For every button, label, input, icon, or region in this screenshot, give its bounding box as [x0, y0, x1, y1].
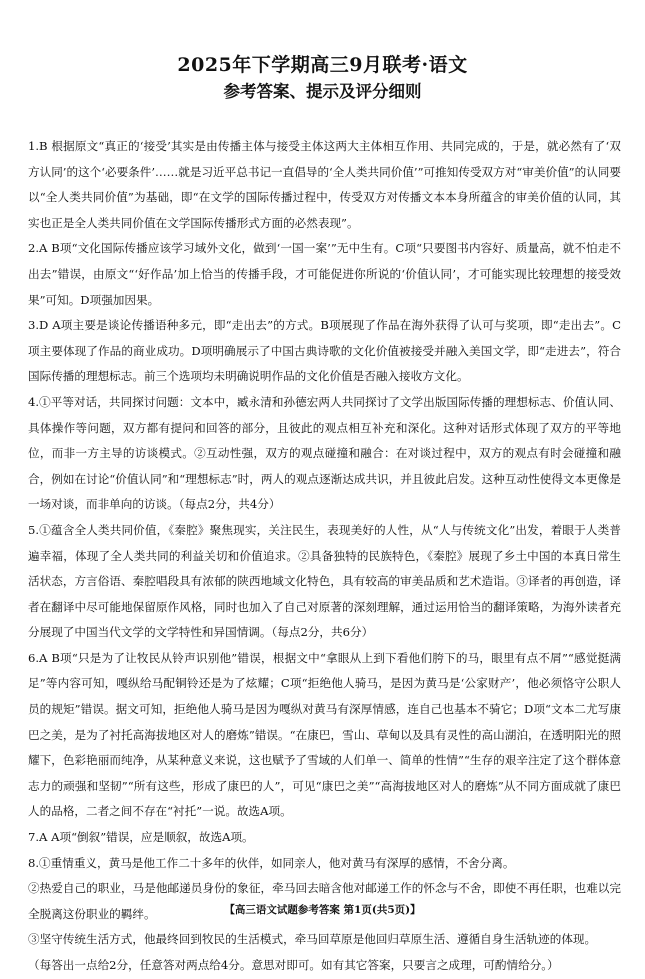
answer-item-6: 6.A B项“只是为了让牧民从铃声识别他”错误，根据文中“拿眼从上到下看他们胯下的马，眼里有点不屑”“感觉挺满足”等内容可知，嘎纵给马配铜铃还是为了炫耀；C项“拒绝他人骑马，是因为黄马是‘公家财产’，他必须恪守公职人员的规矩”错误。据文可知，拒绝他人骑马是因为嘎纵对黄马有深厚情感，连自己也基本不骑它；D项“文本二尤写康巴之美，是为了衬托高海拔地区对人的磨炼”错误。“在康巴，雪山、草甸以及具有灵性的高山湖泊，在透明阳光的照耀下，色彩艳丽而纯净，从某种意义来说，这也赋予了雪域的人们单一、简单的性情”“生存的艰辛注定了这个群体意志力的顽强和坚韧”“所有这些，形成了康巴的人”，可见“康巴之美”“高海拔地区对人的磨炼”从不同方面成就了康巴人的品格，二者之间不存在“衬托”一说。故选A项。: [28, 650, 621, 819]
page-subtitle: 参考答案、提示及评分细则: [223, 82, 422, 101]
answer-item-2: 2.A B项“文化国际传播应该学习域外文化，做到‘一国一案’”无中生有。C项“只要图书内容好、质量高，就不怕走不出去”错误，由原文“‘好作品’加上恰当的传播手段，才可能促进你所说的‘价值认同’，才可能实现比较理想的接受效果”可知。D项强加因果。: [28, 241, 621, 307]
page-footer: 【高三语文试题参考答案 第1页(共5页)】: [224, 904, 421, 916]
answer-8-point-3: ③坚守传统生活方式，他最终回到牧民的生活模式，牵马回草原是他回归草原生活、遵循自身生活轨迹的体现。: [28, 932, 597, 947]
answer-8-point-2: ②热爱自己的职业，马是他邮递员身份的象征，牵马回去暗含他对邮递工作的怀念与不舍，即使不再任职，也难以完全脱离这份职业的羁绊。: [28, 881, 621, 921]
page-title: 2025年下学期高三9月联考·语文: [177, 54, 468, 76]
answer-item-7: 7.A A项“倒叙”错误，应是顺叙，故选A项。: [28, 830, 254, 845]
answer-item-5: 5.①蕴含全人类共同价值，《秦腔》聚焦现实，关注民生，表现美好的人性，从“人与传统文化”出发，着眼于人类普遍幸福，体现了全人类共同的利益关切和价值追求。②具备独特的民族特色，《秦腔》展现了乡土中国的本真日常生活状态，方言俗语、秦腔唱段具有浓郁的陕西地域文化特色，具有较高的审美品质和艺术造诣。③译者的再创造，译者在翻译中尽可能地保留原作风格，同时也加入了自己对原著的深刻理解，通过运用恰当的翻译策略，为海外读者充分展现了中国当代文学的文学特性和异国情调。（每点2分，共6分）: [28, 522, 621, 640]
answer-item-4: 4.①平等对话，共同探讨问题：文本中，臧永清和孙德宏两人共同探讨了文学出版国际传播的理想标志、价值认同、具体操作等问题，双方都有提问和回答的部分，且彼此的观点相互补充和深化。这种对话形式体现了双方的平等地位，而非一方主导的访谈模式。②互动性强，双方的观点碰撞和融合：在对谈过程中，双方的观点有时会碰撞和融合，例如在讨论“价值认同”和“理想标志”时，两人的观点逐渐达成共识，并且彼此启发。这种互动性使得文本更像是一场对谈，而非单向的访谈。（每点2分，共4分）: [28, 394, 621, 512]
answer-8-scoring-note: （每答出一点给2分，任意答对两点给4分。意思对即可。如有其它答案，只要言之成理，可酌情给分。）: [28, 958, 559, 972]
answer-item-3: 3.D A项主要是谈论传播语种多元，即“走出去”的方式。B项展现了作品在海外获得了认可与奖项，即“走出去”。C项主要体现了作品的商业成功。D项明确展示了中国古典诗歌的文化价值被接受并融入美国文学，即“走进去”，符合国际传播的理想标志。前三个选项均未明确说明作品的文化价值是否融入接收方文化。: [28, 318, 621, 384]
answer-list: [28, 134, 621, 979]
answer-item-1: 1.B 根据原文“真正的‘接受’其实是由传播主体与接受主体这两大主体相互作用、共同完成的，于是，就必然有了‘双方认同’的这个‘必要条件’……就是习近平总书记一直倡导的‘全人类共同价值’”可推知传受双方对“审美价值”的认同要以“全人类共同价值”为基础，即“在文学的国际传播过程中，传受双方对传播文本本身所蕴含的审美价值的认同，其实也正是全人类共同价值在文学国际传播形式方面的必然表现”。: [28, 139, 621, 230]
answer-8-intro: 8.①重情重义，黄马是他工作二十多年的伙伴，如同亲人，他对黄马有深厚的感情，不舍分离。: [28, 855, 515, 870]
